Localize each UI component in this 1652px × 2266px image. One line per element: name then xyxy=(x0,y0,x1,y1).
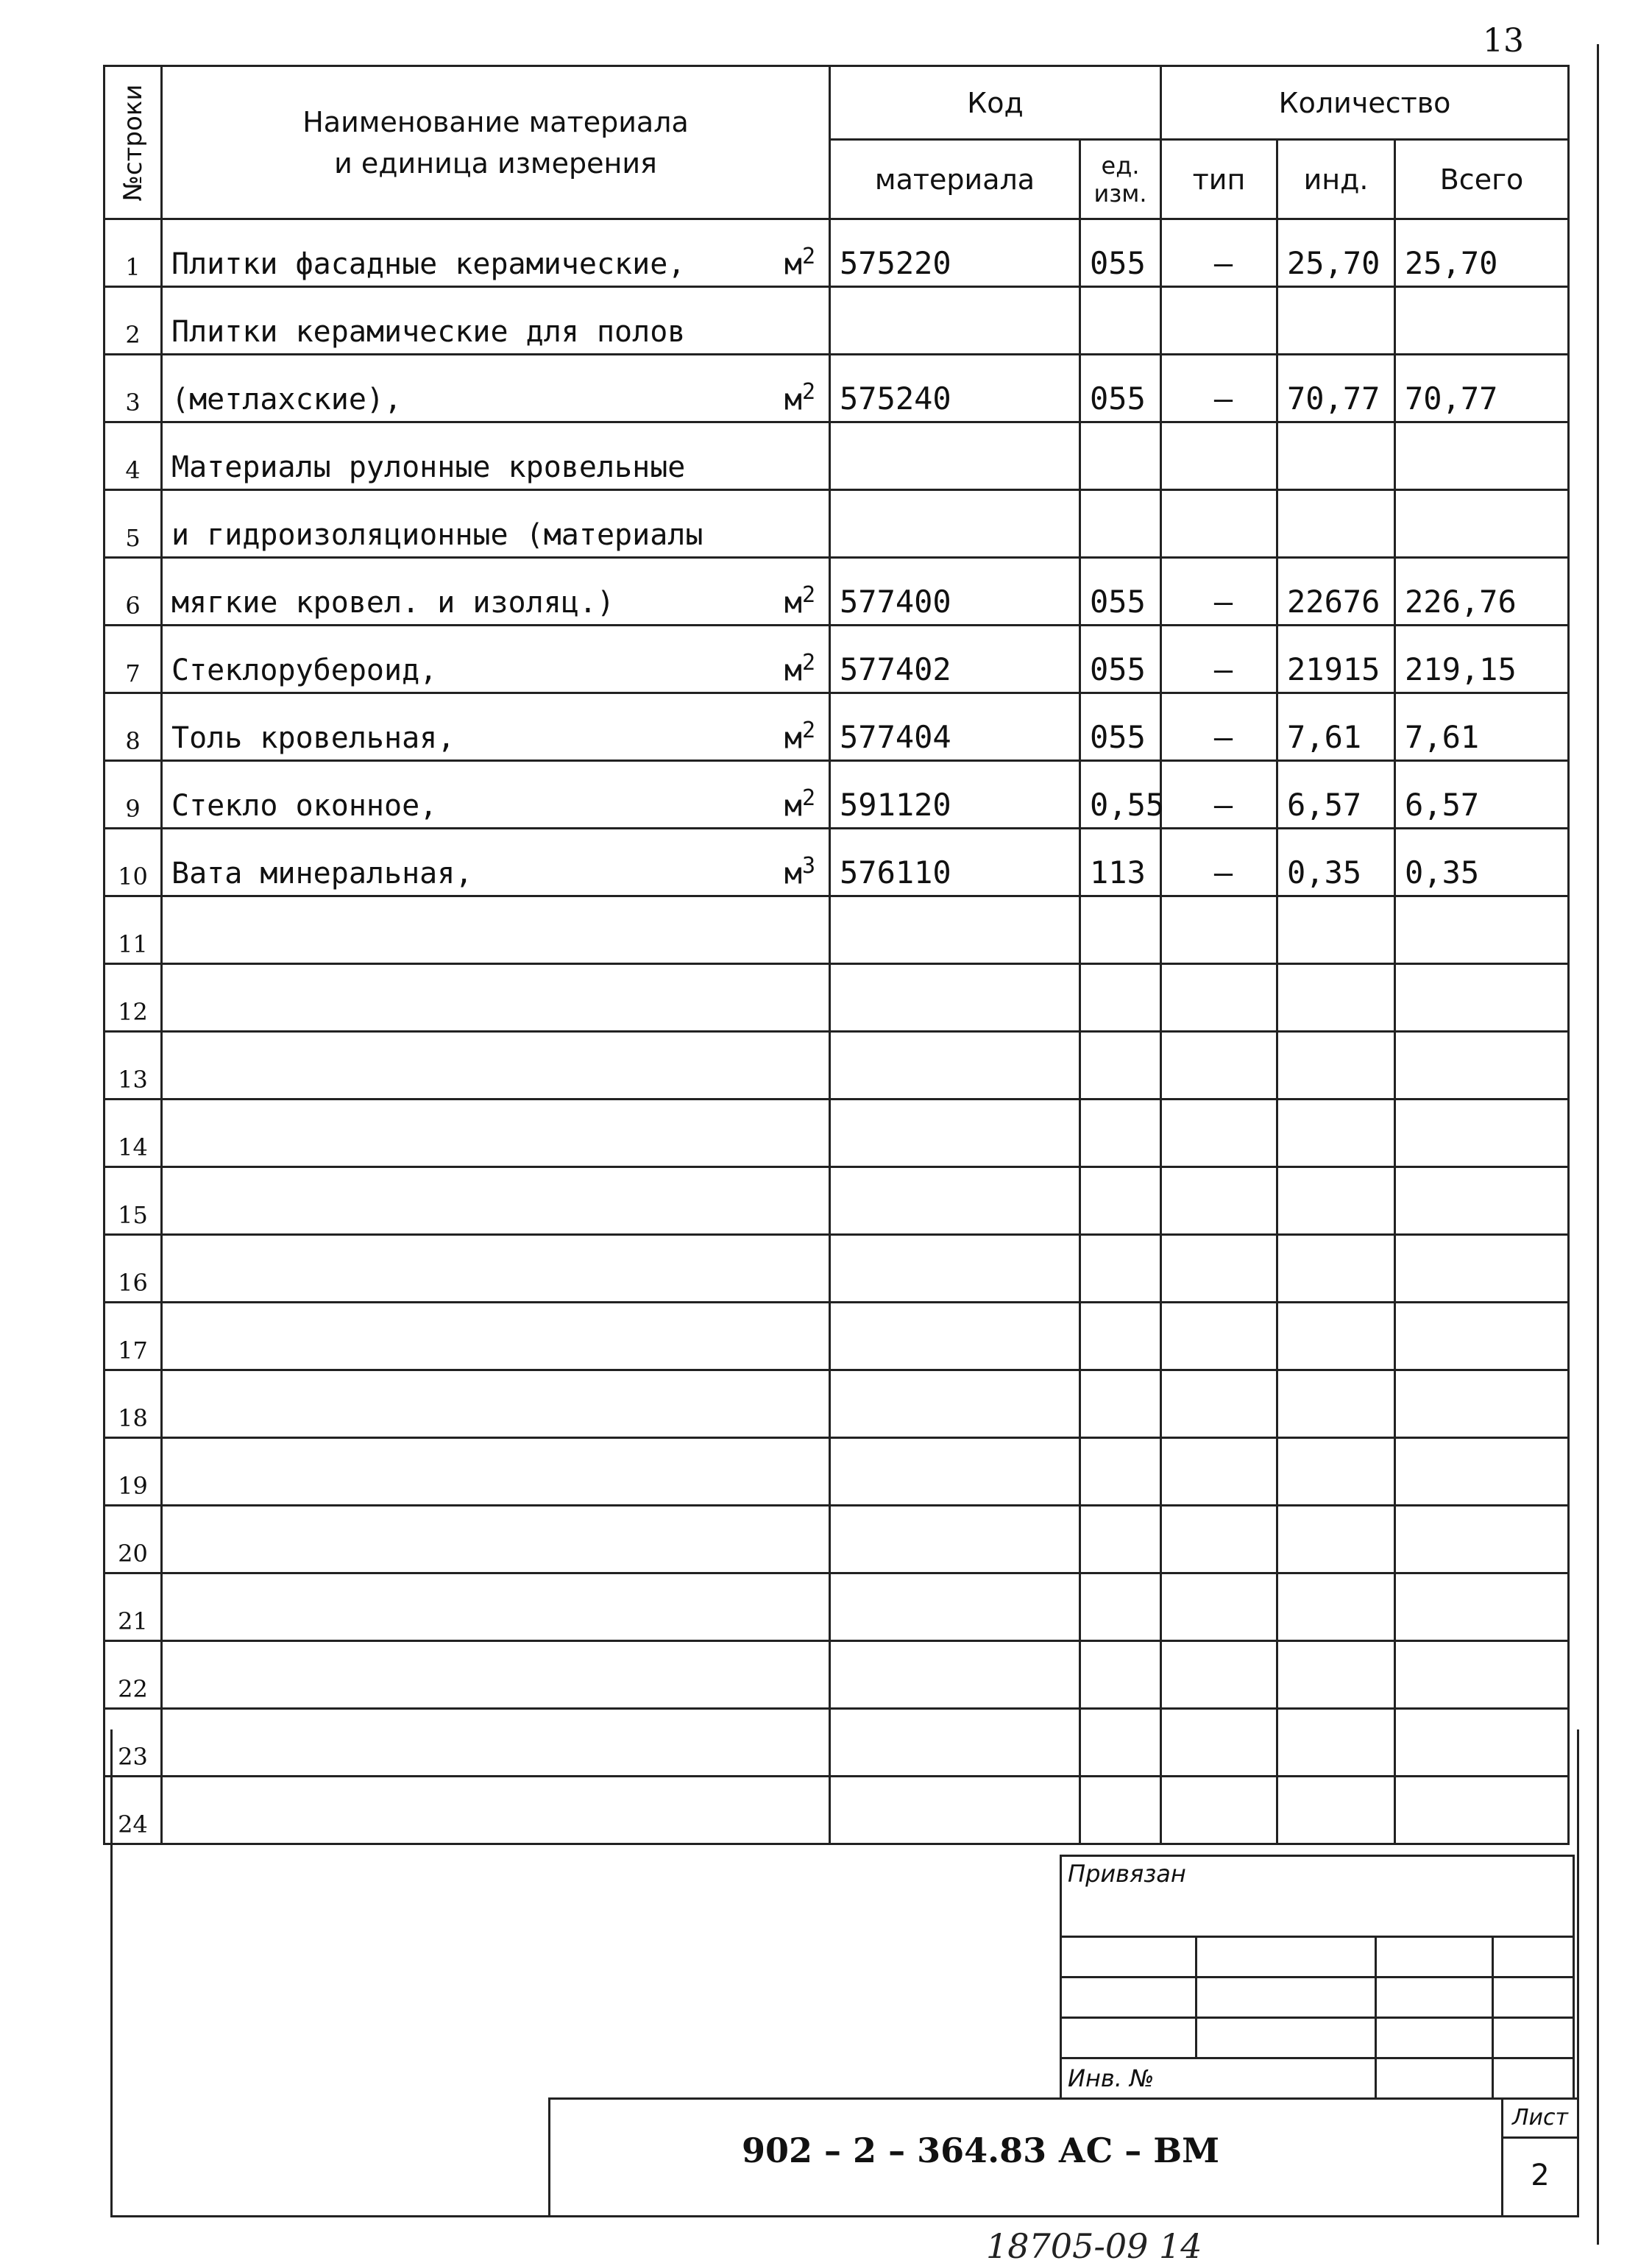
table-row xyxy=(104,1032,1569,1100)
table-row xyxy=(104,761,1569,829)
material-name xyxy=(162,422,830,490)
unit-code xyxy=(1080,896,1161,964)
unit-exponent: 2 xyxy=(801,243,815,269)
material-code: 577402 xyxy=(830,626,1080,693)
qty-total xyxy=(1395,896,1569,964)
qty-ind xyxy=(1277,287,1395,355)
material-unit xyxy=(784,718,815,755)
material-code xyxy=(830,1167,1080,1235)
row-number: 17 xyxy=(104,1303,162,1370)
material-code xyxy=(830,287,1080,355)
material-name xyxy=(162,1032,830,1100)
table-row xyxy=(104,219,1569,287)
row-number: 13 xyxy=(104,1032,162,1100)
qty-total xyxy=(1395,1303,1569,1370)
material-name-text: Толь кровельная, xyxy=(171,721,455,755)
material-code: 576110 xyxy=(830,829,1080,896)
qty-type xyxy=(1161,1167,1277,1235)
table-row xyxy=(104,1370,1569,1438)
qty-total xyxy=(1395,1438,1569,1506)
qty-ind xyxy=(1277,1438,1395,1506)
unit-code xyxy=(1080,422,1161,490)
qty-total xyxy=(1395,1506,1569,1573)
material-name xyxy=(162,693,830,761)
material-unit xyxy=(784,582,815,620)
unit-code: 055 xyxy=(1080,558,1161,626)
header-qty-ind: инд. xyxy=(1277,140,1395,219)
material-name xyxy=(162,1438,830,1506)
qty-type: – xyxy=(1161,829,1277,896)
material-name-text: Плитки фасадные керамические, xyxy=(171,247,686,281)
qty-ind xyxy=(1277,1167,1395,1235)
material-name-text: Плитки керамические для полов xyxy=(171,315,686,349)
right-margin-line xyxy=(1597,44,1599,2245)
header-code-material: материала xyxy=(830,140,1080,219)
row-number: 21 xyxy=(104,1573,162,1641)
unit-code xyxy=(1080,1100,1161,1167)
row-number: 18 xyxy=(104,1370,162,1438)
qty-type xyxy=(1161,896,1277,964)
qty-total xyxy=(1395,490,1569,558)
header-name xyxy=(162,66,830,219)
row-number: 11 xyxy=(104,896,162,964)
row-number: 12 xyxy=(104,964,162,1032)
row-number: 24 xyxy=(104,1777,162,1844)
unit-code: 055 xyxy=(1080,693,1161,761)
table-row xyxy=(104,558,1569,626)
material-name-text: мягкие кровел. и изоляц.) xyxy=(171,586,615,620)
unit-code xyxy=(1080,1438,1161,1506)
qty-total: 25,70 xyxy=(1395,219,1569,287)
row-number: 5 xyxy=(104,490,162,558)
material-name xyxy=(162,1303,830,1370)
qty-total xyxy=(1395,287,1569,355)
unit-exponent: 3 xyxy=(801,852,815,879)
qty-total xyxy=(1395,1167,1569,1235)
table-row xyxy=(104,964,1569,1032)
table-row xyxy=(104,1641,1569,1709)
unit-code: 055 xyxy=(1080,355,1161,422)
qty-ind xyxy=(1277,422,1395,490)
table-row xyxy=(104,1100,1569,1167)
qty-ind xyxy=(1277,964,1395,1032)
row-number: 4 xyxy=(104,422,162,490)
material-code xyxy=(830,1235,1080,1303)
row-number: 1 xyxy=(104,219,162,287)
header-rownum-label: №строки xyxy=(118,84,148,201)
table-row xyxy=(104,490,1569,558)
header-code: Код xyxy=(830,66,1161,140)
unit-exponent: 2 xyxy=(801,649,815,676)
table-row xyxy=(104,693,1569,761)
qty-total xyxy=(1395,1573,1569,1641)
material-name xyxy=(162,1506,830,1573)
header-qty-type: тип xyxy=(1161,140,1277,219)
qty-total: 0,35 xyxy=(1395,829,1569,896)
material-name xyxy=(162,1370,830,1438)
qty-total: 70,77 xyxy=(1395,355,1569,422)
material-code: 577400 xyxy=(830,558,1080,626)
qty-total xyxy=(1395,422,1569,490)
materials-table xyxy=(103,65,1570,1845)
row-number: 20 xyxy=(104,1506,162,1573)
material-name-text: Вата минеральная, xyxy=(171,857,473,891)
qty-type xyxy=(1161,1235,1277,1303)
material-code xyxy=(830,1506,1080,1573)
qty-type xyxy=(1161,1438,1277,1506)
table-row xyxy=(104,1438,1569,1506)
qty-type xyxy=(1161,1641,1277,1709)
material-unit xyxy=(784,379,815,417)
qty-ind: 21915 xyxy=(1277,626,1395,693)
material-name xyxy=(162,558,830,626)
qty-total: 219,15 xyxy=(1395,626,1569,693)
header-rownum xyxy=(104,66,162,219)
qty-type xyxy=(1161,964,1277,1032)
sheet-box xyxy=(1501,2100,1577,2217)
material-code xyxy=(830,422,1080,490)
qty-type xyxy=(1161,1573,1277,1641)
unit-code xyxy=(1080,1303,1161,1370)
qty-ind xyxy=(1277,896,1395,964)
material-name xyxy=(162,355,830,422)
material-name-text: Стеклорубероид, xyxy=(171,654,438,687)
material-code: 591120 xyxy=(830,761,1080,829)
qty-total xyxy=(1395,1032,1569,1100)
table-row xyxy=(104,829,1569,896)
material-unit xyxy=(784,650,815,687)
table-row xyxy=(104,896,1569,964)
qty-total: 6,57 xyxy=(1395,761,1569,829)
material-name xyxy=(162,490,830,558)
unit-text: м xyxy=(784,247,802,281)
unit-code xyxy=(1080,490,1161,558)
qty-type: – xyxy=(1161,558,1277,626)
material-code xyxy=(830,1100,1080,1167)
material-code xyxy=(830,1573,1080,1641)
material-code xyxy=(830,1438,1080,1506)
material-unit xyxy=(784,244,815,281)
material-name xyxy=(162,1100,830,1167)
table-row xyxy=(104,355,1569,422)
unit-code xyxy=(1080,1235,1161,1303)
material-name-text: Стекло оконное, xyxy=(171,789,438,823)
table-row xyxy=(104,287,1569,355)
qty-type xyxy=(1161,1032,1277,1100)
unit-text: м xyxy=(784,586,802,620)
material-code xyxy=(830,1370,1080,1438)
unit-exponent: 2 xyxy=(801,378,815,405)
material-name xyxy=(162,1573,830,1641)
qty-type xyxy=(1161,1506,1277,1573)
material-name xyxy=(162,1641,830,1709)
unit-code xyxy=(1080,964,1161,1032)
unit-code xyxy=(1080,1506,1161,1573)
title-block xyxy=(548,2097,1577,2217)
handwritten-note: 18705-09 14 xyxy=(986,2226,1202,2266)
qty-ind xyxy=(1277,1506,1395,1573)
material-code xyxy=(830,1641,1080,1709)
qty-ind xyxy=(1277,490,1395,558)
qty-ind: 22676 xyxy=(1277,558,1395,626)
unit-code xyxy=(1080,1032,1161,1100)
qty-type: – xyxy=(1161,219,1277,287)
unit-text: м xyxy=(784,654,802,687)
material-name xyxy=(162,896,830,964)
material-code: 575220 xyxy=(830,219,1080,287)
unit-text: м xyxy=(784,857,802,891)
row-number: 22 xyxy=(104,1641,162,1709)
sheet-number: 2 xyxy=(1531,2159,1550,2192)
qty-ind xyxy=(1277,1303,1395,1370)
qty-type xyxy=(1161,1370,1277,1438)
qty-type xyxy=(1161,1303,1277,1370)
row-number: 8 xyxy=(104,693,162,761)
qty-type: – xyxy=(1161,626,1277,693)
inv-label: Инв. № xyxy=(1061,2058,1376,2099)
header-quantity: Количество xyxy=(1161,66,1569,140)
page-number: 13 xyxy=(1483,22,1524,60)
header-code-unit: ед. изм. xyxy=(1080,140,1161,219)
sheet-label: Лист xyxy=(1503,2100,1577,2139)
unit-exponent: 2 xyxy=(801,717,815,743)
qty-type xyxy=(1161,422,1277,490)
bound-label: Привязан xyxy=(1061,1856,1574,1937)
material-name xyxy=(162,761,830,829)
qty-total xyxy=(1395,1100,1569,1167)
material-code: 577404 xyxy=(830,693,1080,761)
header-name-line1: Наименование материала xyxy=(302,105,689,138)
qty-total: 226,76 xyxy=(1395,558,1569,626)
qty-ind: 7,61 xyxy=(1277,693,1395,761)
material-code xyxy=(830,896,1080,964)
row-number: 19 xyxy=(104,1438,162,1506)
qty-ind xyxy=(1277,1100,1395,1167)
material-unit xyxy=(784,853,815,891)
unit-text: м xyxy=(784,383,802,417)
qty-type xyxy=(1161,490,1277,558)
row-number: 7 xyxy=(104,626,162,693)
unit-code xyxy=(1080,1167,1161,1235)
binding-stamp xyxy=(1060,1855,1575,2100)
unit-code xyxy=(1080,1573,1161,1641)
material-name xyxy=(162,1235,830,1303)
material-name xyxy=(162,964,830,1032)
qty-total xyxy=(1395,1370,1569,1438)
material-name xyxy=(162,219,830,287)
qty-ind xyxy=(1277,1370,1395,1438)
material-code: 575240 xyxy=(830,355,1080,422)
qty-type: – xyxy=(1161,355,1277,422)
unit-code xyxy=(1080,287,1161,355)
row-number: 9 xyxy=(104,761,162,829)
row-number: 14 xyxy=(104,1100,162,1167)
qty-total xyxy=(1395,1235,1569,1303)
material-name-text: (метлахские), xyxy=(171,383,403,417)
row-number: 10 xyxy=(104,829,162,896)
material-name xyxy=(162,626,830,693)
unit-code: 055 xyxy=(1080,219,1161,287)
table-row xyxy=(104,1167,1569,1235)
qty-type xyxy=(1161,287,1277,355)
row-number: 16 xyxy=(104,1235,162,1303)
qty-ind: 0,35 xyxy=(1277,829,1395,896)
material-code xyxy=(830,1303,1080,1370)
table-body xyxy=(104,219,1569,1844)
qty-total xyxy=(1395,1641,1569,1709)
material-name xyxy=(162,829,830,896)
qty-type xyxy=(1161,1100,1277,1167)
qty-ind: 25,70 xyxy=(1277,219,1395,287)
qty-ind xyxy=(1277,1573,1395,1641)
qty-ind: 6,57 xyxy=(1277,761,1395,829)
document-code: 902 – 2 – 364.83 АС – ВМ xyxy=(742,2131,1220,2170)
table-row xyxy=(104,626,1569,693)
unit-exponent: 2 xyxy=(801,785,815,811)
row-number: 23 xyxy=(104,1709,162,1777)
qty-total xyxy=(1395,964,1569,1032)
material-name xyxy=(162,287,830,355)
unit-code: 113 xyxy=(1080,829,1161,896)
unit-code xyxy=(1080,1370,1161,1438)
material-unit xyxy=(784,785,815,823)
table-row xyxy=(104,1506,1569,1573)
unit-exponent: 2 xyxy=(801,581,815,608)
material-code xyxy=(830,1032,1080,1100)
header-qty-total: Всего xyxy=(1395,140,1569,219)
row-number: 2 xyxy=(104,287,162,355)
table-row xyxy=(104,422,1569,490)
unit-text: м xyxy=(784,721,802,755)
qty-ind xyxy=(1277,1032,1395,1100)
material-name xyxy=(162,1167,830,1235)
table-row xyxy=(104,1573,1569,1641)
row-number: 15 xyxy=(104,1167,162,1235)
qty-ind xyxy=(1277,1641,1395,1709)
qty-total: 7,61 xyxy=(1395,693,1569,761)
unit-code: 0,55 xyxy=(1080,761,1161,829)
table-row xyxy=(104,1303,1569,1370)
row-number: 3 xyxy=(104,355,162,422)
unit-code xyxy=(1080,1641,1161,1709)
qty-type: – xyxy=(1161,693,1277,761)
table-row xyxy=(104,1235,1569,1303)
unit-text: м xyxy=(784,789,802,823)
qty-ind xyxy=(1277,1235,1395,1303)
row-number: 6 xyxy=(104,558,162,626)
material-name-text: Материалы рулонные кровельные xyxy=(171,450,686,484)
material-code xyxy=(830,490,1080,558)
unit-code: 055 xyxy=(1080,626,1161,693)
material-name-text: и гидроизоляционные (материалы xyxy=(171,518,703,552)
header-name-line2: и единица измерения xyxy=(334,146,657,180)
material-code xyxy=(830,964,1080,1032)
qty-type: – xyxy=(1161,761,1277,829)
qty-ind: 70,77 xyxy=(1277,355,1395,422)
